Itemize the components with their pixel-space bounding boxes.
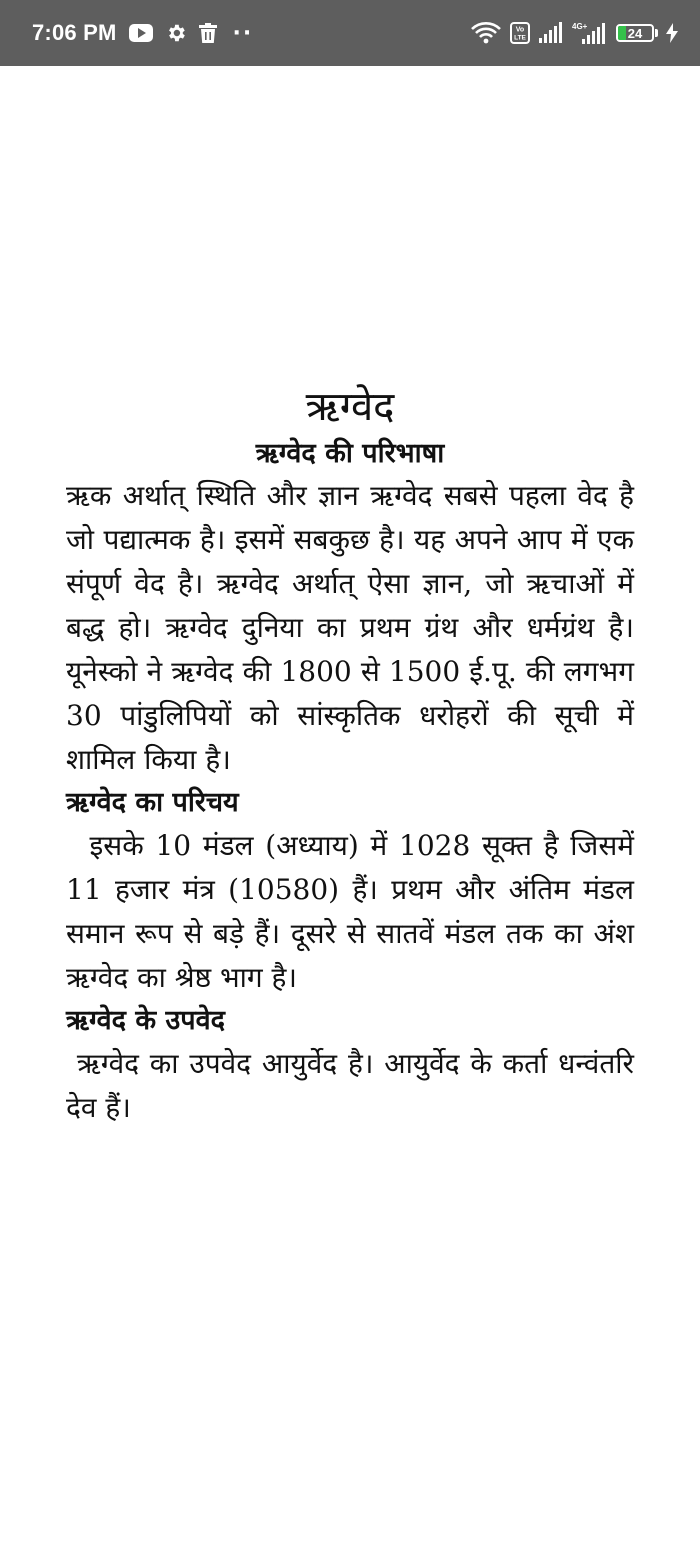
upaveda-paragraph: ऋग्वेद का उपवेद आयुर्वेद है। आयुर्वेद के कर्ता धन्वंतरि देव हैं। — [66, 1047, 643, 1124]
svg-text:4G+: 4G+ — [572, 22, 588, 31]
volte-icon — [510, 22, 530, 44]
definition-heading: ऋग्वेद की परिभाषा — [255, 438, 445, 469]
status-time: 7:06 PM — [32, 20, 117, 45]
article — [66, 380, 643, 1130]
battery-tip — [655, 29, 658, 37]
intro-paragraph: इसके 10 मंडल (अध्याय) में 1028 सूक्त है जिसमें 11 हजार मंत्र (10580) हैं। प्रथम और अंतिम मंडल समान रूप से बड़े हैं। दूसरे से सातवें मंडल तक का अंश ऋग्वेद का श्रेष्ठ भाग है। — [66, 829, 643, 994]
battery-fill — [618, 26, 626, 40]
page-title: ऋग्वेद — [305, 384, 395, 430]
svg-text:LTE: LTE — [514, 34, 526, 42]
more-notifications-icon: ·· — [232, 20, 254, 46]
signal-4g-icon — [572, 21, 608, 45]
definition-paragraph: ऋक अर्थात् स्थिति और ज्ञान ऋग्वेद सबसे पहला वेद है जो पद्यात्मक है। इसमें सबकुछ है। यह अपने आप में एक संपूर्ण वेद है। ऋग्वेद अर्थात् ऐसा ज्ञान, जो ऋचाओं में बद्ध हो। ऋग्वेद दुनिया का प्रथम ग्रंथ और धर्मग्रंथ है। यूनेस्को ने ऋग्वेद की 1800 से 1500 ई.पू. की लगभग 30 पांडुलिपियों को सांस्कृतिक धरोहरों की सूची में शामिल किया है। — [66, 479, 634, 776]
signal-strength-icon — [538, 22, 564, 44]
battery-icon — [616, 24, 658, 42]
gear-icon — [165, 22, 187, 44]
battery-level: 24 — [627, 25, 643, 41]
system-icons — [470, 21, 678, 45]
upaveda-heading: ऋग्वेद के उपवेद — [66, 1005, 225, 1036]
charging-bolt-icon — [666, 23, 678, 43]
youtube-icon — [129, 24, 153, 42]
trash-icon — [199, 23, 217, 43]
battery-body — [616, 24, 654, 42]
notification-icons — [129, 21, 254, 46]
svg-text:Vo: Vo — [515, 26, 525, 34]
wifi-icon — [470, 21, 502, 45]
status-bar — [0, 0, 700, 66]
intro-heading: ऋग्वेद का परिचय — [66, 787, 239, 818]
